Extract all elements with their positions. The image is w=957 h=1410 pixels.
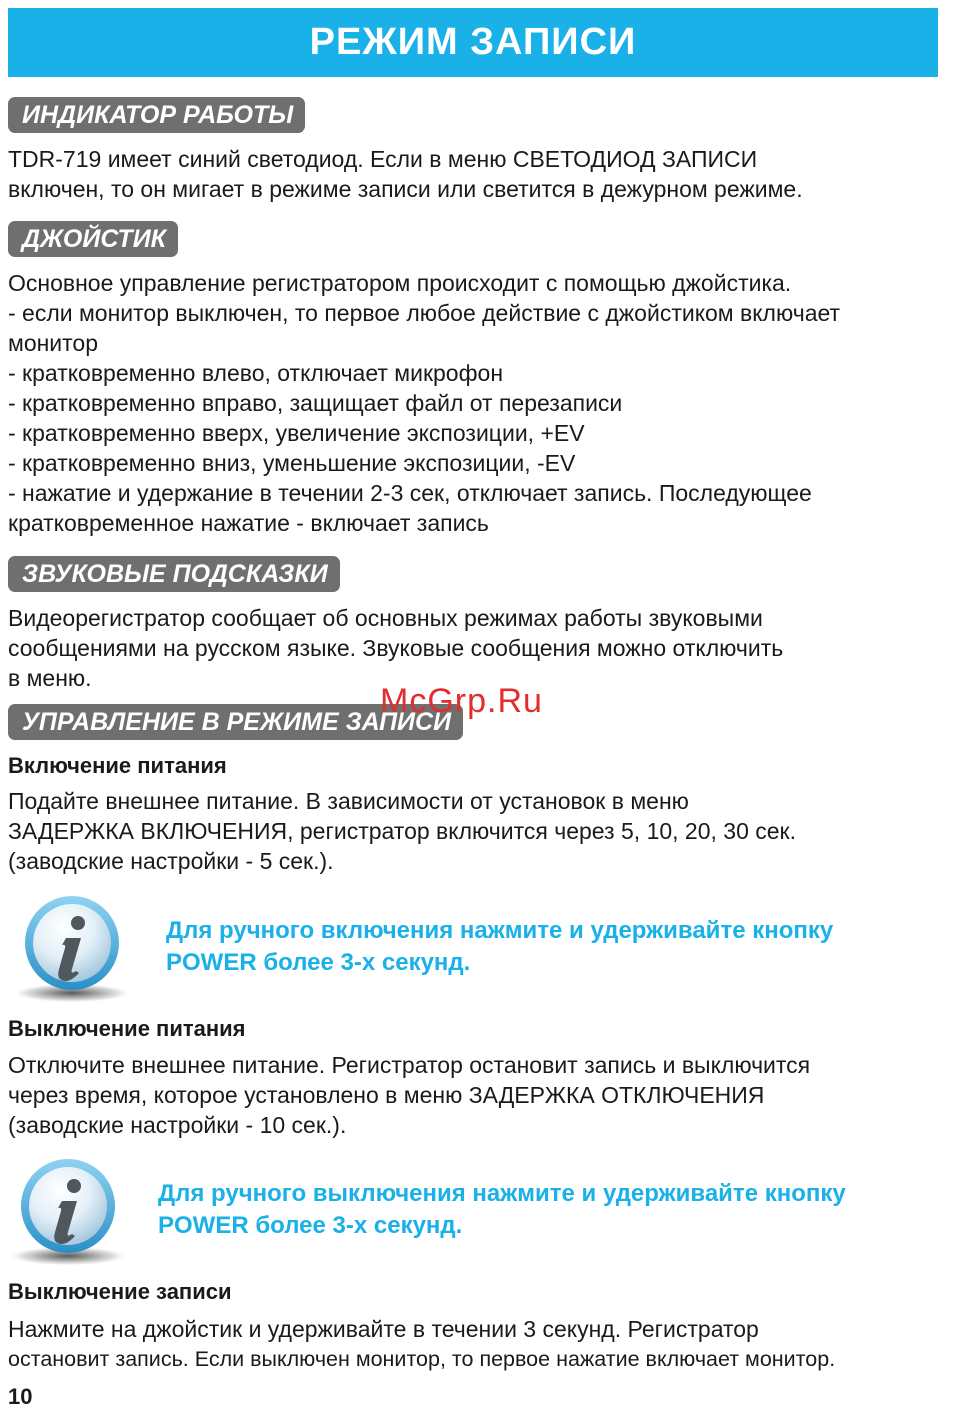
text-line: включен, то он мигает в режиме записи или светится в дежурном режиме. xyxy=(8,176,803,202)
text-line: сообщениями на русском языке. Звуковые сообщения можно отключить xyxy=(8,635,784,661)
page-number: 10 xyxy=(8,1384,33,1409)
section-heading-sound: ЗВУКОВЫЕ ПОДСКАЗКИ xyxy=(8,556,340,592)
rec-off-text xyxy=(8,1314,943,1374)
sound-text xyxy=(8,603,943,693)
text-line: кратковременное нажатие - включает запись xyxy=(8,510,489,536)
section-heading-joystick: ДЖОЙСТИК xyxy=(8,221,178,257)
text-line: ЗАДЕРЖКА ВКЛЮЧЕНИЯ, регистратор включится через 5, 10, 20, 30 сек. xyxy=(8,818,797,844)
note-line: POWER более 3-х секунд. xyxy=(166,949,471,976)
text-line: TDR-719 имеет синий светодиод. Если в меню СВЕТОДИОД ЗАПИСИ xyxy=(8,146,758,172)
text-line: Основное управление регистратором происходит с помощью джойстика. xyxy=(8,270,792,296)
power-off-note xyxy=(158,1178,846,1242)
text-line: Отключите внешнее питание. Регистратор остановит запись и выключится xyxy=(8,1052,811,1078)
text-line: остановит запись. Если выключен монитор, то первое нажатие включает монитор. xyxy=(8,1347,836,1371)
text-line: (заводские настройки - 5 сек.). xyxy=(8,848,334,874)
text-line: Подайте внешнее питание. В зависимости от установок в меню xyxy=(8,788,689,814)
text-line: Нажмите на джойстик и удерживайте в течении 3 секунд. Регистратор xyxy=(8,1316,759,1342)
subheading-power-off: Выключение питания xyxy=(8,1016,246,1041)
text-line: - нажатие и удержание в течении 2-3 сек, отключает запись. Последующее xyxy=(8,480,812,506)
text-line: через время, которое установлено в меню ЗАДЕРЖКА ОТКЛЮЧЕНИЯ xyxy=(8,1082,765,1108)
power-on-text xyxy=(8,786,943,876)
page-title: РЕЖИМ ЗАПИСИ xyxy=(8,8,938,77)
note-line: Для ручного выключения нажмите и удерживайте кнопку xyxy=(158,1180,846,1207)
section-heading-control: УПРАВЛЕНИЕ В РЕЖИМЕ ЗАПИСИ xyxy=(8,704,463,740)
text-line: - кратковременно влево, отключает микрофон xyxy=(8,360,504,386)
text-line: Видеорегистратор сообщает об основных режимах работы звуковыми xyxy=(8,605,763,631)
power-off-text xyxy=(8,1050,943,1140)
text-line: - кратковременно вниз, уменьшение экспозиции, -EV xyxy=(8,450,576,476)
subheading-power-on: Включение питания xyxy=(8,753,227,778)
note-line: POWER более 3-х секунд. xyxy=(158,1212,463,1239)
text-line: - кратковременно вверх, увеличение экспозиции, +EV xyxy=(8,420,585,446)
note-line: Для ручного включения нажмите и удерживайте кнопку xyxy=(166,917,834,944)
power-on-note xyxy=(166,915,833,979)
watermark: McGrp.Ru xyxy=(380,682,543,720)
text-line: (заводские настройки - 10 сек.). xyxy=(8,1112,347,1138)
text-line: - кратковременно вправо, защищает файл от перезаписи xyxy=(8,390,623,416)
info-icon xyxy=(4,1156,132,1268)
info-icon xyxy=(8,893,136,1005)
text-line: - если монитор выключен, то первое любое действие с джойстиком включает xyxy=(8,300,841,326)
section-heading-indicator: ИНДИКАТОР РАБОТЫ xyxy=(8,97,305,133)
indicator-text xyxy=(8,144,943,204)
text-line: монитор xyxy=(8,330,99,356)
text-line: в меню. xyxy=(8,665,92,691)
joystick-text xyxy=(8,268,943,538)
subheading-rec-off: Выключение записи xyxy=(8,1279,232,1304)
